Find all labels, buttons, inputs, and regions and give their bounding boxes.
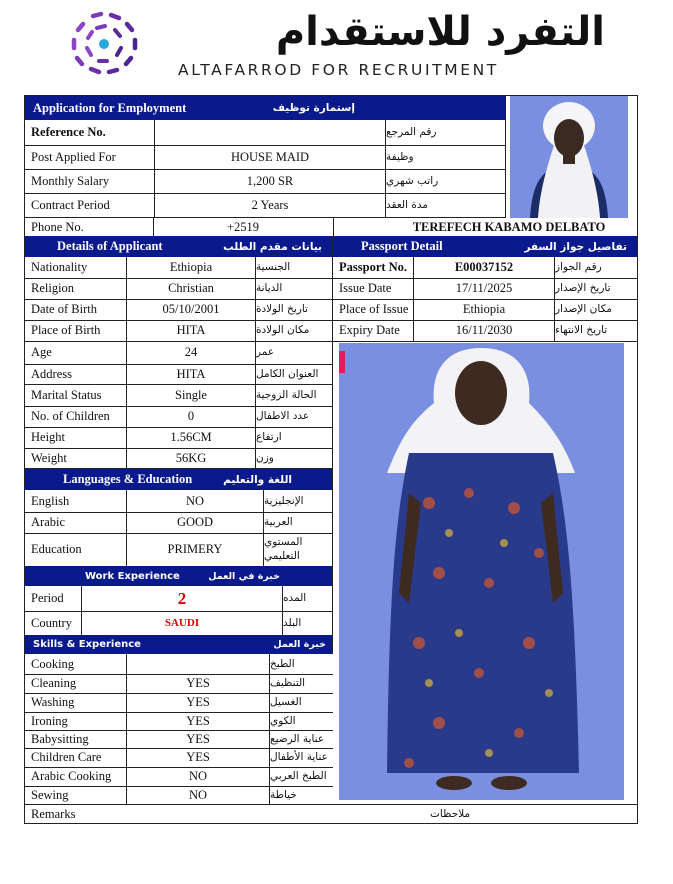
work-header-en: Work Experience bbox=[85, 570, 180, 582]
language-label-ar: الإنجليزية bbox=[264, 494, 304, 507]
detail-label-ar: مكان الولادة bbox=[256, 324, 310, 337]
skill-label-ar: الطبخ bbox=[270, 657, 295, 670]
detail-value: 0 bbox=[187, 409, 195, 424]
work-label: Period bbox=[31, 591, 64, 606]
language-value: PRIMERY bbox=[167, 542, 223, 557]
passport-header-en: Passport Detail bbox=[361, 239, 443, 253]
language-label: Arabic bbox=[31, 515, 66, 530]
phone-value: +2519 bbox=[226, 219, 260, 234]
job-label-ar: وظيفة bbox=[386, 150, 414, 163]
skill-label: Sewing bbox=[31, 787, 69, 802]
languages-header-en: Languages & Education bbox=[63, 472, 193, 486]
detail-label-ar: ارتفاع bbox=[256, 431, 282, 444]
detail-value: 56KG bbox=[175, 450, 207, 465]
detail-label: Address bbox=[31, 366, 72, 381]
skill-label: Cooking bbox=[31, 656, 75, 671]
detail-value: HITA bbox=[176, 366, 206, 381]
language-value: GOOD bbox=[176, 515, 214, 530]
detail-label: No. of Children bbox=[31, 409, 110, 424]
detail-value: 1.56CM bbox=[170, 430, 212, 445]
column-divider bbox=[255, 257, 256, 468]
column-divider bbox=[505, 96, 506, 218]
skill-value: YES bbox=[186, 676, 210, 691]
skill-value bbox=[127, 654, 269, 674]
detail-value: Ethiopia bbox=[169, 260, 213, 275]
job-value bbox=[155, 120, 385, 145]
detail-label: Religion bbox=[31, 281, 75, 296]
column-divider bbox=[269, 654, 270, 804]
detail-label: Weight bbox=[31, 450, 67, 465]
job-value: 2 Years bbox=[251, 197, 289, 212]
skill-label-ar: عناية الرضيع bbox=[270, 732, 325, 745]
language-label: English bbox=[31, 493, 70, 508]
job-value: 1,200 SR bbox=[246, 173, 294, 188]
job-label-ar: رقم المرجع bbox=[386, 126, 437, 139]
passport-label: Issue Date bbox=[339, 281, 392, 296]
detail-label: Age bbox=[31, 345, 52, 360]
skill-value: NO bbox=[188, 787, 208, 802]
skill-label: Arabic Cooking bbox=[31, 769, 112, 784]
column-divider bbox=[263, 490, 264, 566]
skill-label: Cleaning bbox=[31, 676, 77, 691]
work-label-ar: المده bbox=[283, 592, 307, 605]
column-divider bbox=[413, 257, 414, 341]
column-divider bbox=[333, 218, 334, 236]
company-logo bbox=[55, 6, 155, 86]
skill-label-ar: التنظيف bbox=[270, 677, 306, 690]
skill-label: Babysitting bbox=[31, 731, 89, 746]
column-divider bbox=[126, 654, 127, 804]
detail-label: Place of Birth bbox=[31, 323, 101, 338]
passport-label: Expiry Date bbox=[339, 323, 400, 338]
detail-label-ar: وزن bbox=[256, 451, 274, 464]
remarks-ar: ملاحظات bbox=[430, 807, 471, 820]
column-divider bbox=[126, 490, 127, 566]
row-divider bbox=[333, 341, 638, 342]
language-value: NO bbox=[185, 493, 205, 508]
passport-label: Place of Issue bbox=[339, 302, 409, 317]
detail-label: Height bbox=[31, 430, 66, 445]
passport-value: 17/11/2025 bbox=[455, 281, 513, 296]
column-divider bbox=[282, 586, 283, 635]
detail-value: HITA bbox=[176, 323, 206, 338]
detail-label-ar: الحالة الزوجية bbox=[256, 388, 317, 401]
portrait-figure-icon bbox=[510, 96, 628, 218]
job-label: Reference No. bbox=[31, 125, 106, 140]
skill-label-ar: عناية الأطفال bbox=[270, 751, 328, 764]
phone-label: Phone No. bbox=[31, 219, 84, 234]
passport-header bbox=[333, 236, 637, 257]
job-label: Monthly Salary bbox=[31, 173, 110, 188]
work-value: 2 bbox=[177, 589, 187, 608]
passport-value: Ethiopia bbox=[462, 302, 506, 317]
passport-value: 16/11/2030 bbox=[455, 323, 513, 338]
detail-label: Date of Birth bbox=[31, 302, 97, 317]
detail-label: Marital Status bbox=[31, 387, 102, 402]
job-label: Contract Period bbox=[31, 197, 110, 212]
passport-value: E00037152 bbox=[454, 260, 514, 275]
detail-label-ar: تاريخ الولادة bbox=[256, 303, 308, 316]
job-label: Post Applied For bbox=[31, 149, 116, 164]
language-label-ar bbox=[264, 533, 332, 566]
detail-label: Nationality bbox=[31, 260, 88, 275]
detail-label-ar: عمر bbox=[256, 346, 275, 359]
skill-value: YES bbox=[186, 750, 210, 765]
skill-value: YES bbox=[186, 713, 210, 728]
logo-english-text: ALTAFARROD FOR RECRUITMENT bbox=[178, 61, 499, 79]
applicant-name: TEREFECH KABAMO DELBATO bbox=[412, 219, 606, 234]
detail-value: 24 bbox=[184, 345, 198, 360]
skill-label: Washing bbox=[31, 695, 75, 710]
work-label-ar: البلد bbox=[283, 616, 302, 629]
details-header bbox=[25, 236, 332, 257]
application-header bbox=[25, 96, 505, 120]
detail-value: 05/10/2001 bbox=[162, 302, 220, 317]
skill-value: YES bbox=[186, 695, 210, 710]
details-header-ar: بيانات مقدم الطلب bbox=[223, 240, 322, 253]
education-ar-line2: التعليمي bbox=[264, 549, 300, 562]
column-divider bbox=[81, 586, 82, 635]
passport-label: Passport No. bbox=[339, 260, 408, 275]
skills-header bbox=[25, 635, 332, 654]
skill-value: YES bbox=[186, 731, 210, 746]
education-ar-line1: المستوي bbox=[264, 536, 303, 549]
passport-label-ar: تاريخ الانتهاء bbox=[555, 324, 608, 337]
column-divider bbox=[154, 120, 155, 217]
work-label: Country bbox=[31, 615, 72, 630]
column-divider bbox=[385, 120, 386, 217]
skills-header-ar: خبرة العمل bbox=[273, 639, 326, 650]
application-header-ar: إستمارة توظيف bbox=[272, 102, 355, 114]
full-body-figure-icon bbox=[339, 343, 624, 800]
job-value: HOUSE MAID bbox=[230, 149, 310, 164]
details-header-en: Details of Applicant bbox=[57, 239, 163, 253]
skills-header-en: Skills & Experience bbox=[33, 639, 141, 650]
detail-value: Christian bbox=[168, 281, 214, 296]
skill-label-ar: خياطة bbox=[270, 788, 297, 801]
remarks-label: Remarks bbox=[31, 806, 76, 821]
applicant-portrait-photo bbox=[510, 96, 628, 218]
skill-label: Ironing bbox=[31, 713, 68, 728]
detail-label-ar: الجنسية bbox=[256, 261, 291, 274]
work-header-ar: خبرة في العمل bbox=[208, 570, 280, 582]
application-header-en: Application for Employment bbox=[33, 100, 187, 115]
logo-arabic-text: التفرد للاستقدام bbox=[275, 9, 605, 55]
applicant-full-photo bbox=[339, 343, 624, 800]
language-label-ar: العربية bbox=[264, 516, 293, 529]
passport-label-ar: مكان الإصدار bbox=[555, 303, 612, 316]
job-label-ar: راتب شهري bbox=[386, 174, 439, 187]
skill-label-ar: الطبخ العربي bbox=[270, 770, 327, 783]
detail-label-ar: الديانة bbox=[256, 282, 283, 295]
detail-label-ar: العنوان الكامل bbox=[256, 367, 319, 380]
languages-header bbox=[25, 469, 332, 490]
work-value: SAUDI bbox=[164, 616, 200, 629]
column-divider bbox=[554, 257, 555, 341]
skill-label-ar: الكوي bbox=[270, 714, 296, 727]
languages-header-ar: اللغة والتعليم bbox=[223, 473, 292, 486]
detail-label-ar: عدد الاطفال bbox=[256, 410, 310, 423]
language-label: Education bbox=[31, 542, 82, 557]
job-label-ar: مدة العقد bbox=[386, 198, 428, 211]
skill-value: NO bbox=[188, 769, 208, 784]
skill-label-ar: الغسيل bbox=[270, 696, 302, 709]
column-divider bbox=[126, 257, 127, 468]
passport-label-ar: رقم الجواز bbox=[555, 261, 602, 274]
detail-value: Single bbox=[175, 387, 207, 402]
passport-header-ar: تفاصيل جواز السفر bbox=[524, 240, 627, 253]
passport-label-ar: تاريخ الإصدار bbox=[555, 282, 611, 295]
work-header bbox=[25, 566, 332, 586]
skill-label: Children Care bbox=[31, 750, 102, 765]
logo-swirl-icon bbox=[55, 6, 155, 86]
